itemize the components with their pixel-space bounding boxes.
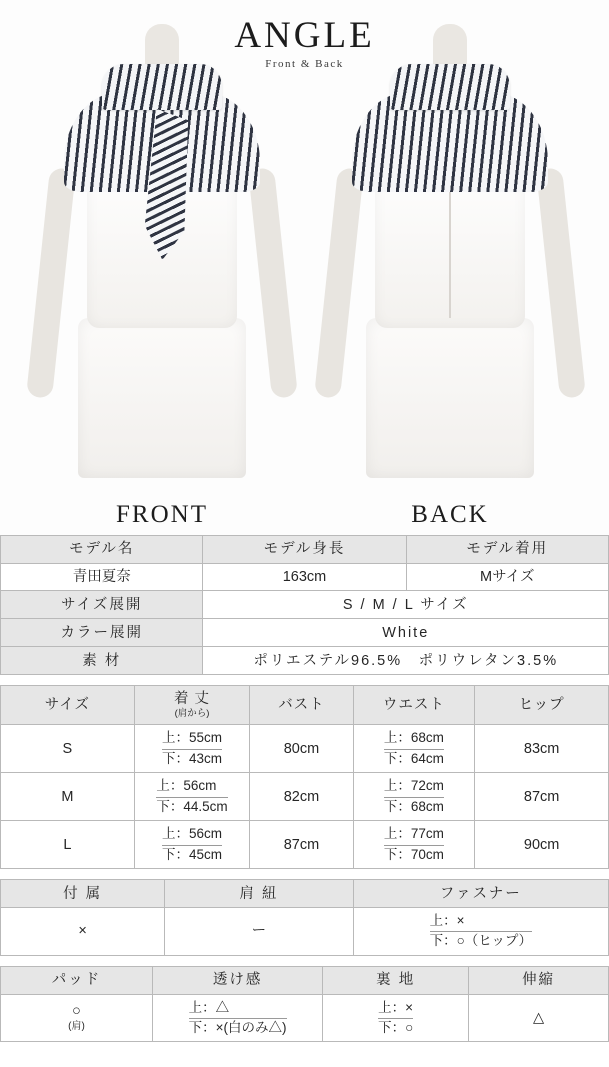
cell-waist-top: 上：68cm: [384, 729, 444, 749]
table-row: [1, 647, 609, 675]
value-model-height: 163cm: [203, 564, 406, 591]
cell-hip: 90cm: [475, 821, 609, 869]
table-row: [1, 725, 609, 773]
header-waist: ウエスト: [353, 686, 475, 725]
cell-waist-bottom: 下：64cm: [383, 750, 444, 766]
table-row: [1, 619, 609, 647]
mannequin-arm-right: [248, 167, 298, 398]
cell-waist: [353, 773, 475, 821]
table-row: [1, 880, 609, 908]
caption-front: FRONT: [116, 501, 208, 528]
cell-length-bottom: 下：45cm: [162, 846, 223, 862]
value-zipper-top: 上：×: [430, 912, 532, 932]
header-length-note: (肩から): [174, 708, 210, 720]
brand-subtitle: Front & Back: [265, 58, 344, 70]
cell-waist-bottom: 下：70cm: [383, 846, 444, 862]
garment-collar-front: [102, 64, 222, 110]
cell-length-top: 上：56cm: [156, 777, 227, 797]
value-color-range: White: [203, 619, 609, 647]
cell-size: S: [1, 725, 135, 773]
cell-size: M: [1, 773, 135, 821]
cell-length-top: 上：56cm: [162, 825, 222, 845]
value-zipper-bottom: 下：○（ヒップ）: [429, 933, 532, 949]
header-length: [134, 686, 250, 725]
mannequin-front-image: [22, 18, 302, 488]
value-size-range: S / M / L サイズ: [203, 591, 609, 619]
value-sheerness-bottom: 下：×(白のみ△): [188, 1019, 287, 1035]
garment-skirt-front: [78, 318, 246, 478]
cell-waist-top: 上：77cm: [384, 825, 444, 845]
header-shoulder-strap: 肩 紐: [165, 880, 353, 908]
value-sheerness: [153, 994, 323, 1041]
cell-waist: [353, 725, 475, 773]
cell-waist-top: 上：72cm: [384, 777, 444, 797]
header-model-height: モデル身長: [203, 536, 406, 564]
cell-bust: 87cm: [250, 821, 353, 869]
cell-length-bottom: 下：44.5cm: [156, 798, 228, 814]
header-attachment: 付 属: [1, 880, 165, 908]
value-model-name: 青田夏奈: [1, 564, 203, 591]
header-length-label: 着 丈: [173, 691, 211, 708]
header-size: サイズ: [1, 686, 135, 725]
detail-table-attachment: [0, 879, 609, 955]
value-stretch: △: [469, 994, 609, 1041]
table-row: [1, 773, 609, 821]
garment-skirt-back: [366, 318, 534, 478]
size-chart-table: [0, 685, 609, 869]
cell-length: [134, 725, 250, 773]
value-attachment: ×: [1, 908, 165, 955]
value-zipper: [353, 908, 608, 955]
value-pad-note: (肩): [68, 1020, 85, 1032]
cell-hip: 83cm: [475, 725, 609, 773]
value-material: ポリエステル96.5% ポリウレタン3.5%: [203, 647, 609, 675]
table-row: [1, 994, 609, 1041]
cell-bust: 80cm: [250, 725, 353, 773]
value-pad: [1, 994, 153, 1041]
mannequin-back-image: [310, 18, 590, 488]
header-sheerness: 透け感: [153, 966, 323, 994]
cell-length-top: 上：55cm: [162, 729, 222, 749]
header-material: 素 材: [1, 647, 203, 675]
header-color-range: カラー展開: [1, 619, 203, 647]
header-size-range: サイズ展開: [1, 591, 203, 619]
model-info-table: [0, 535, 609, 675]
header-model-name: モデル名: [1, 536, 203, 564]
cell-length-bottom: 下：43cm: [162, 750, 223, 766]
mannequin-arm-left: [26, 167, 76, 398]
cell-waist-bottom: 下：68cm: [383, 798, 444, 814]
value-lining: [323, 994, 469, 1041]
header-model-wearing: モデル着用: [406, 536, 608, 564]
value-sheerness-top: 上：△: [189, 999, 287, 1019]
cell-bust: 82cm: [250, 773, 353, 821]
table-row: [1, 564, 609, 591]
table-row: [1, 821, 609, 869]
caption-back: BACK: [411, 501, 489, 528]
detail-table-pad: [0, 966, 609, 1042]
cell-size: L: [1, 821, 135, 869]
value-shoulder-strap: ー: [165, 908, 353, 955]
value-pad-mark: ○: [72, 1003, 81, 1020]
mannequin-arm-left: [314, 167, 364, 398]
cell-waist: [353, 821, 475, 869]
header-stretch: 伸縮: [469, 966, 609, 994]
cell-length: [134, 773, 250, 821]
table-row: [1, 591, 609, 619]
header-hip: ヒップ: [475, 686, 609, 725]
header-pad: パッド: [1, 966, 153, 994]
value-model-wearing: Mサイズ: [406, 564, 608, 591]
brand-title: ANGLE: [234, 15, 375, 56]
header-bust: バスト: [250, 686, 353, 725]
garment-collar-back: [390, 64, 510, 110]
mannequin-arm-right: [536, 167, 586, 398]
value-lining-top: 上：×: [378, 999, 413, 1019]
cell-length: [134, 821, 250, 869]
header-lining: 裏 地: [323, 966, 469, 994]
header-zipper: ファスナー: [353, 880, 608, 908]
value-lining-bottom: 下：○: [378, 1019, 414, 1035]
table-row: [1, 536, 609, 564]
cell-hip: 87cm: [475, 773, 609, 821]
table-row: [1, 686, 609, 725]
table-row: [1, 908, 609, 955]
table-row: [1, 966, 609, 994]
